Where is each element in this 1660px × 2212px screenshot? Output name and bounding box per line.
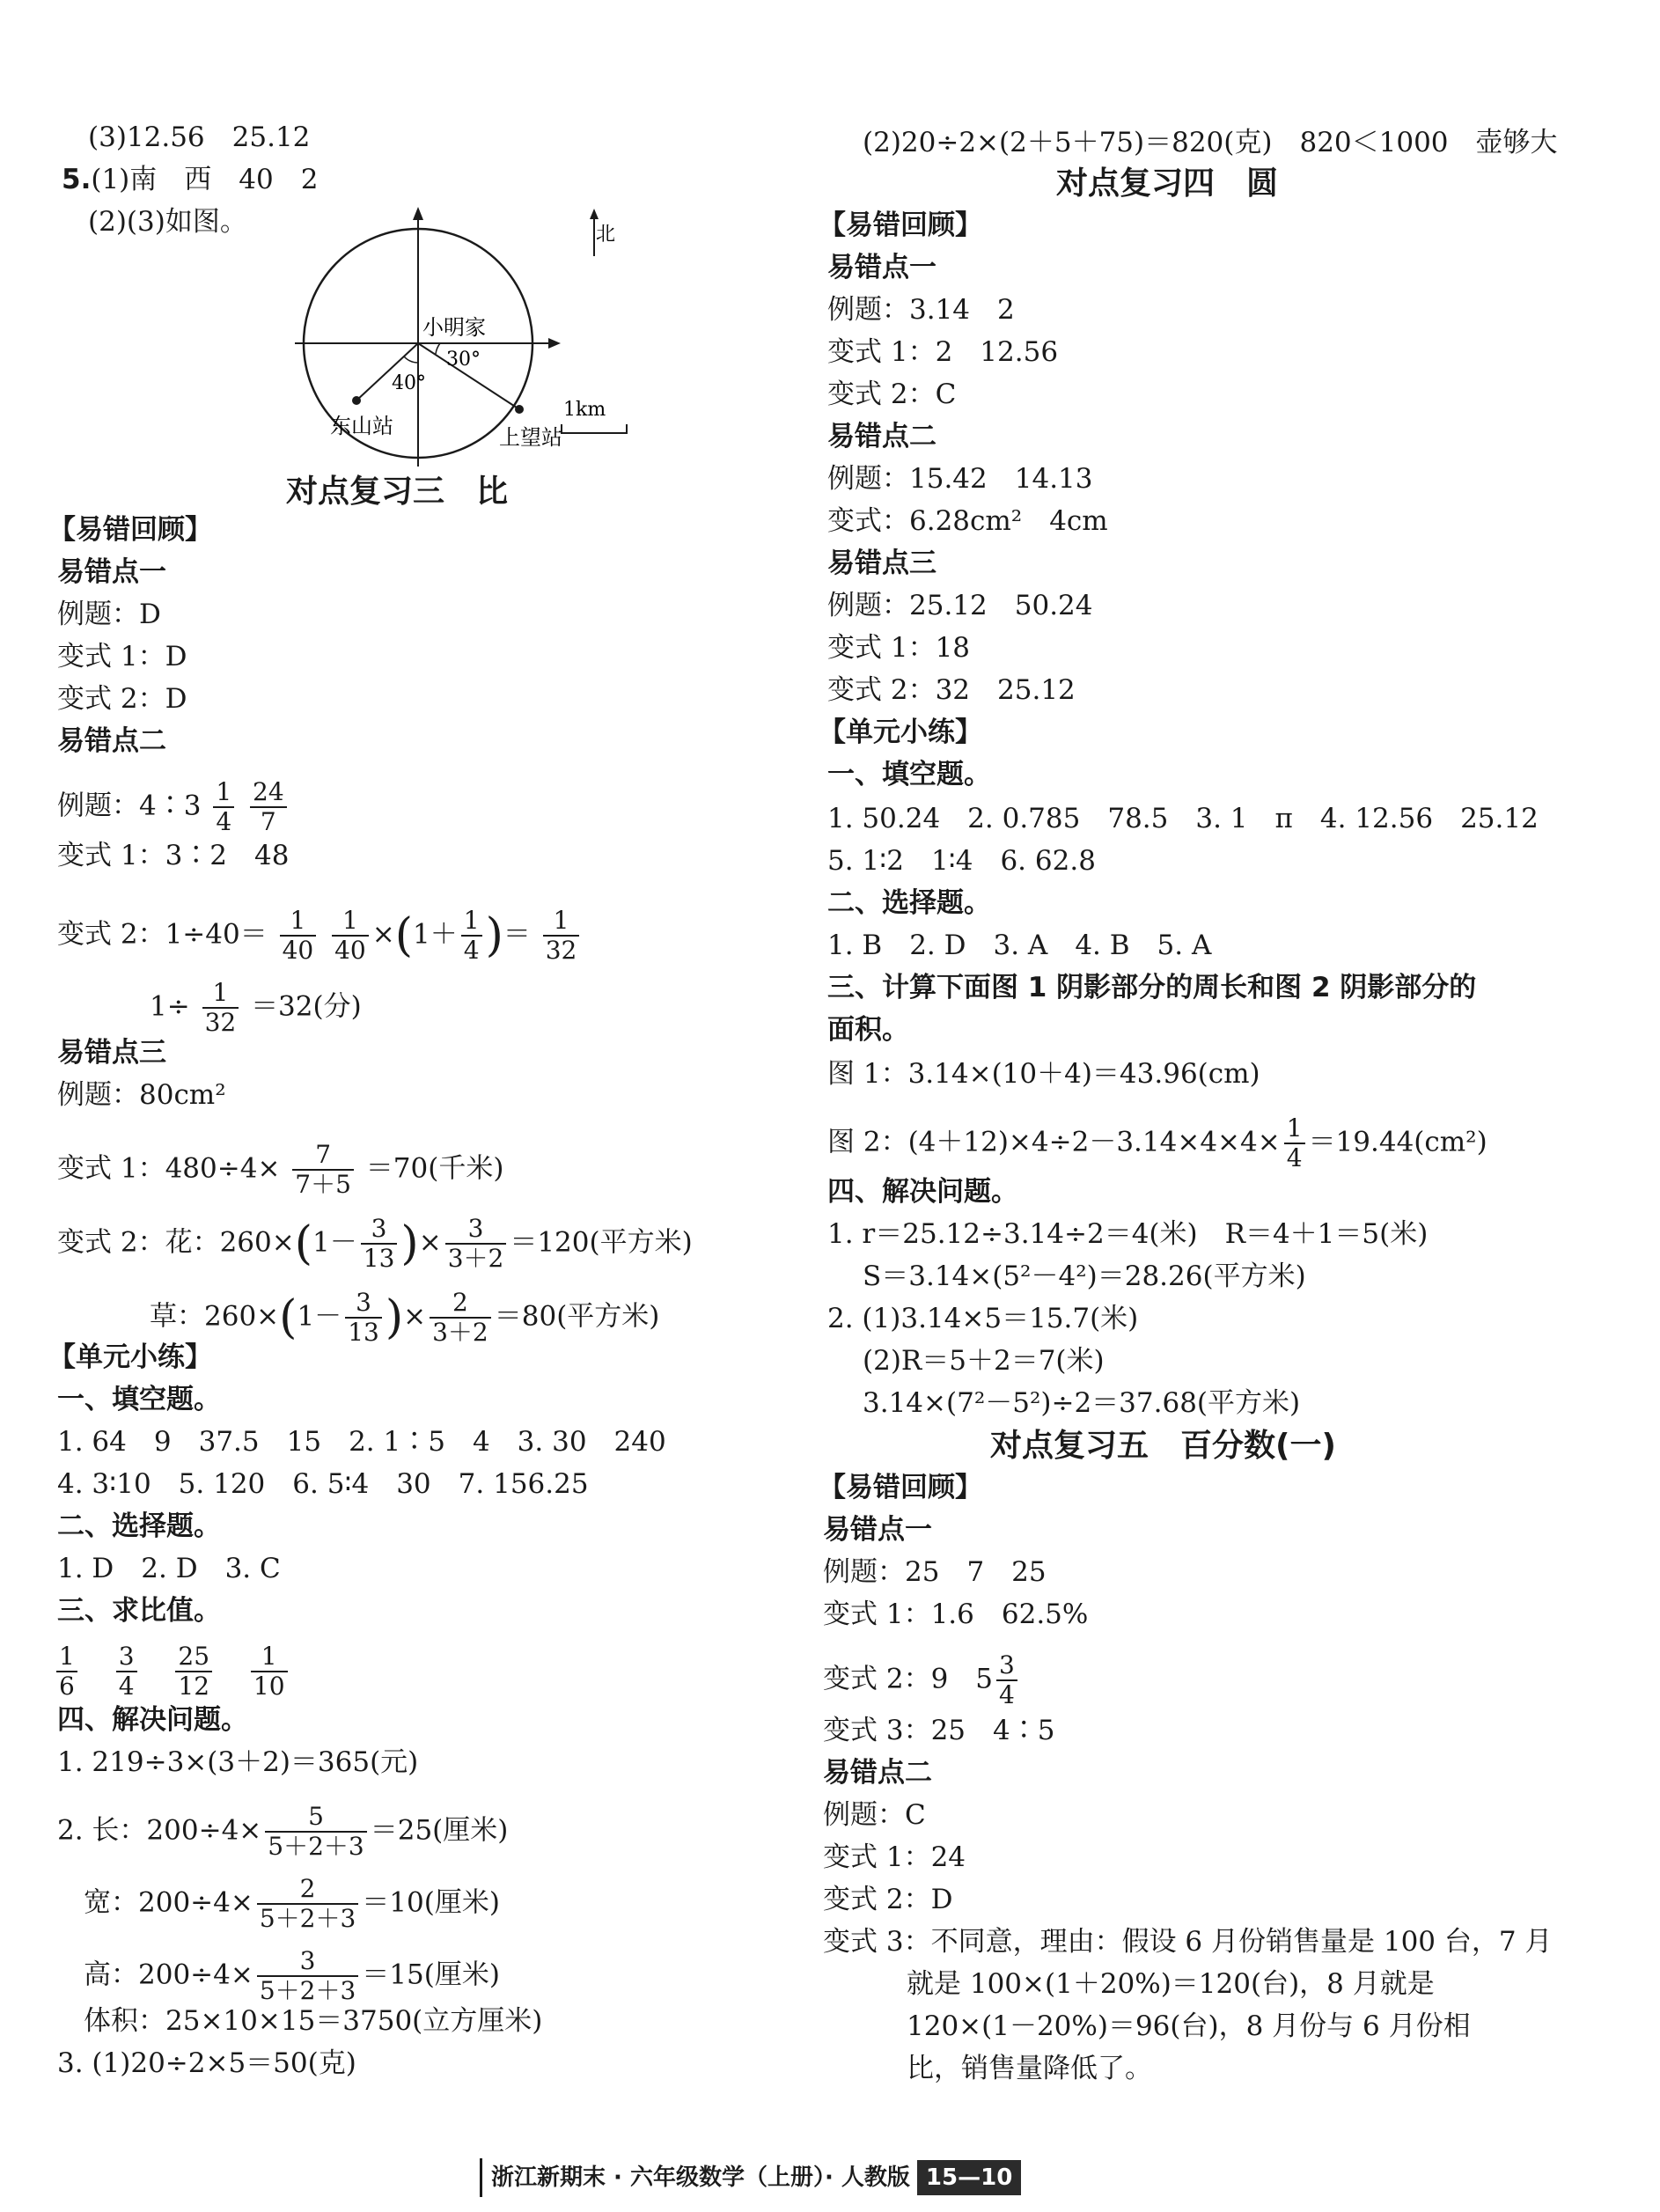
answer-line: 草：260×(1－ $\frac{3}{13}$ )× $\frac{2}{3+2}$ ＝80(平方米) [150, 1288, 660, 1347]
answer-line: 变式 3：25 4∶5 [823, 1715, 1055, 1746]
error-point-heading: 易错点三 [827, 547, 937, 579]
angle-arc [436, 343, 440, 354]
question-heading: 四、解决问题。 [57, 1704, 248, 1736]
answer-line: 变式 2：花：260×(1－ $\frac{3}{13}$ )× $\frac{3}{3+2}$ ＝120(平方米) [57, 1214, 693, 1273]
answer-line: (2)(3)如图。 [88, 206, 247, 238]
answer-line: 变式：6.28cm² 4cm [827, 505, 1108, 537]
svg-text:1km: 1km [563, 399, 606, 421]
answer-line: 变式 2：32 25.12 [827, 674, 1076, 706]
error-point-heading: 易错点二 [827, 421, 937, 452]
question-heading: 一、填空题。 [57, 1384, 221, 1415]
answer-line: 例题：C [823, 1799, 926, 1831]
footer-title: 浙江新期末 · 六年级数学（上册）· 人教版 [491, 2164, 910, 2191]
answer-line: 变式 1：24 [823, 1841, 966, 1873]
page-number: 15—10 [917, 2160, 1021, 2195]
answer-line: 例题：3.14 2 [827, 294, 1015, 326]
answer-line: 就是 100×(1＋20%)＝120(台)，8 月就是 [907, 1968, 1435, 2000]
subsection-heading: 【易错回顾】 [48, 514, 212, 546]
fraction: $\frac{3}{13}$ [345, 1289, 382, 1347]
answer-line: (2)20÷2×(2＋5＋75)＝820(克) 820＜1000 壶够大 [863, 127, 1558, 158]
answer-line: 变式 1：480÷4× $\frac{7}{7+5}$ ＝70(千米) [57, 1140, 504, 1199]
answer-line: 变式 1：2 12.56 [827, 336, 1059, 368]
answer-line: 变式 2：C [827, 378, 957, 410]
angle-label: 30° [446, 349, 481, 371]
question-heading: 三、求比值。 [57, 1595, 221, 1627]
answer-line: 例题：4∶3 $\frac{1}{4}$ $\frac{24}{7}$ [57, 778, 290, 836]
ratio-values [53, 1642, 291, 1701]
fraction: $\frac{2}{3+2}$ [430, 1289, 491, 1347]
answer-line: S＝3.14×(5²－4²)＝28.26(平方米) [863, 1260, 1306, 1292]
fraction: $\frac{7}{7+5}$ [292, 1141, 354, 1199]
north-indicator [577, 207, 616, 260]
arrow-right-icon [548, 338, 561, 349]
answer-line: (2)R＝5＋2＝7(米) [863, 1345, 1105, 1377]
station-label: 上望站 [499, 425, 562, 450]
answer-line: 1. D 2. D 3. C [57, 1553, 281, 1584]
answer-line: 5.(1)南 西 40 2 [62, 164, 319, 195]
paren-open: ( [394, 909, 414, 962]
station-label: 东山站 [330, 414, 393, 438]
map-scale [555, 396, 634, 440]
fraction: $\frac{3}{5+2+3}$ [257, 1947, 358, 2005]
fraction: $\frac{5}{5+2+3}$ [265, 1803, 366, 1861]
subsection-heading: 【易错回顾】 [819, 209, 982, 241]
error-point-heading: 易错点一 [823, 1514, 932, 1546]
answer-line: 高：200÷4× $\frac{3}{5+2+3}$ ＝15(厘米) [84, 1946, 500, 2005]
answer-line: 变式 2：D [823, 1884, 953, 1915]
fraction: $\frac{1}{4}$ [213, 778, 234, 836]
question-heading: 四、解决问题。 [827, 1176, 1018, 1208]
answer-line: 120×(1－20%)＝96(台)，8 月份与 6 月份相 [907, 2010, 1471, 2042]
subsection-heading: 【易错回顾】 [819, 1472, 982, 1503]
answer-line: 变式 1：3∶2 48 [57, 840, 290, 871]
station-dot [352, 396, 361, 405]
answer-line: 变式 3：不同意，理由：假设 6 月份销售量是 100 台，7 月 [823, 1926, 1553, 1958]
answer-line: 变式 2：9 5 $\frac{3}{4}$ [823, 1651, 1021, 1709]
answer-line: 4. 3∶10 5. 120 6. 5∶4 30 7. 156.25 [57, 1468, 589, 1500]
fraction: $\frac{1}{4}$ [1284, 1114, 1305, 1172]
section-title: 对点复习五 百分数(一) [990, 1428, 1336, 1464]
answer-line: 变式 2：D [57, 683, 187, 715]
section-title: 对点复习四 圆 [1056, 165, 1279, 202]
answer-line: 例题：25 7 25 [823, 1556, 1047, 1588]
answer-line: 比，销售量降低了。 [907, 2053, 1152, 2084]
answer-line: 图 2：(4＋12)×4÷2－3.14×4×4× $\frac{1}{4}$ ＝19.44(cm²) [827, 1113, 1487, 1172]
answer-line: 1÷ $\frac{1}{32}$ ＝32(分) [150, 978, 362, 1037]
question-heading: 二、选择题。 [827, 887, 991, 919]
section-title: 对点复习三 比 [286, 474, 509, 510]
answer-line: 1. 50.24 2. 0.785 78.5 3. 1 π 4. 12.56 25.12 [827, 803, 1539, 834]
home-label: 小明家 [422, 315, 486, 340]
error-point-heading: 易错点二 [823, 1757, 932, 1789]
north-arrow-icon [590, 209, 599, 219]
answer-line: 例题：D [57, 599, 161, 630]
error-point-heading: 易错点三 [57, 1037, 166, 1069]
subsection-heading: 【单元小练】 [48, 1341, 212, 1373]
answer-line: 变式 1：D [57, 641, 187, 672]
arrow-up-icon [413, 207, 423, 220]
angle-label: 40° [392, 372, 426, 394]
answer-line: 5. 1∶2 1∶4 6. 62.8 [827, 845, 1096, 877]
answer-line: 体积：25×10×15＝3750(立方厘米) [84, 2005, 543, 2037]
fraction: $\frac{1}{40}$ [280, 907, 317, 965]
error-point-heading: 易错点一 [57, 556, 166, 588]
fraction: $\frac{1}{32}$ [543, 907, 580, 965]
station-dot [515, 405, 524, 414]
fraction: $\frac{2}{5+2+3}$ [257, 1875, 358, 1933]
fraction: $\frac{3}{13}$ [361, 1215, 398, 1273]
fraction: $\frac{3}{3+2}$ [445, 1215, 507, 1273]
answer-line: 变式 2：1÷40＝ $\frac{1}{40}$ $\frac{1}{40}$ ×(1＋ $\frac{1}{4}$ )＝ $\frac{1}{32}$ [57, 907, 583, 965]
answer-line: 1. 219÷3×(3＋2)＝365(元) [57, 1746, 419, 1778]
fraction: $\frac{3}{4}$ [116, 1642, 137, 1701]
answer-line: 2. (1)3.14×5＝15.7(米) [827, 1303, 1139, 1334]
answer-line: 3. (1)20÷2×5＝50(克) [57, 2047, 356, 2079]
fraction: $\frac{24}{7}$ [250, 778, 287, 836]
answer-line: (3)12.56 25.12 [88, 121, 311, 153]
answer-line: 图 1：3.14×(10＋4)＝43.96(cm) [827, 1058, 1260, 1090]
fraction: $\frac{1}{6}$ [56, 1642, 77, 1701]
fraction: $\frac{1}{32}$ [202, 979, 239, 1037]
paren-close: ) [485, 909, 503, 962]
fraction: $\frac{1}{10}$ [251, 1642, 288, 1701]
question-heading: 一、填空题。 [827, 759, 991, 790]
answer-line: 变式 1：18 [827, 632, 971, 664]
error-point-heading: 易错点一 [827, 252, 937, 283]
answer-line: 1. r＝25.12÷3.14÷2＝4(米) R＝4＋1＝5(米) [827, 1218, 1429, 1250]
answer-line: 3.14×(7²－5²)÷2＝37.68(平方米) [863, 1387, 1301, 1419]
page-footer [480, 2158, 1021, 2197]
question-heading: 二、选择题。 [57, 1510, 221, 1542]
question-heading: 面积。 [827, 1014, 909, 1046]
question-heading: 三、计算下面图 1 阴影部分的周长和图 2 阴影部分的 [827, 972, 1477, 1003]
answer-line: 宽：200÷4× $\frac{2}{5+2+3}$ ＝10(厘米) [84, 1874, 500, 1933]
answer-line: 2. 长：200÷4× $\frac{5}{5+2+3}$ ＝25(厘米) [57, 1802, 509, 1861]
answer-line: 变式 1：1.6 62.5% [823, 1598, 1089, 1630]
answer-line: 例题：25.12 50.24 [827, 590, 1093, 621]
fraction: $\frac{1}{40}$ [332, 907, 369, 965]
fraction: $\frac{3}{4}$ [996, 1651, 1017, 1709]
answer-line: 1. 64 9 37.5 15 2. 1∶5 4 3. 30 240 [57, 1426, 666, 1458]
fraction: $\frac{1}{4}$ [461, 907, 482, 965]
svg-text:北: 北 [596, 224, 616, 246]
answer-line: 例题：15.42 14.13 [827, 463, 1093, 495]
answer-line: 1. B 2. D 3. A 4. B 5. A [827, 930, 1212, 961]
answer-line: 例题：80cm² [57, 1079, 226, 1111]
fraction: $\frac{25}{12}$ [175, 1642, 212, 1701]
error-point-heading: 易错点二 [57, 725, 166, 757]
angle-arc [404, 356, 418, 363]
subsection-heading: 【单元小练】 [819, 717, 982, 748]
